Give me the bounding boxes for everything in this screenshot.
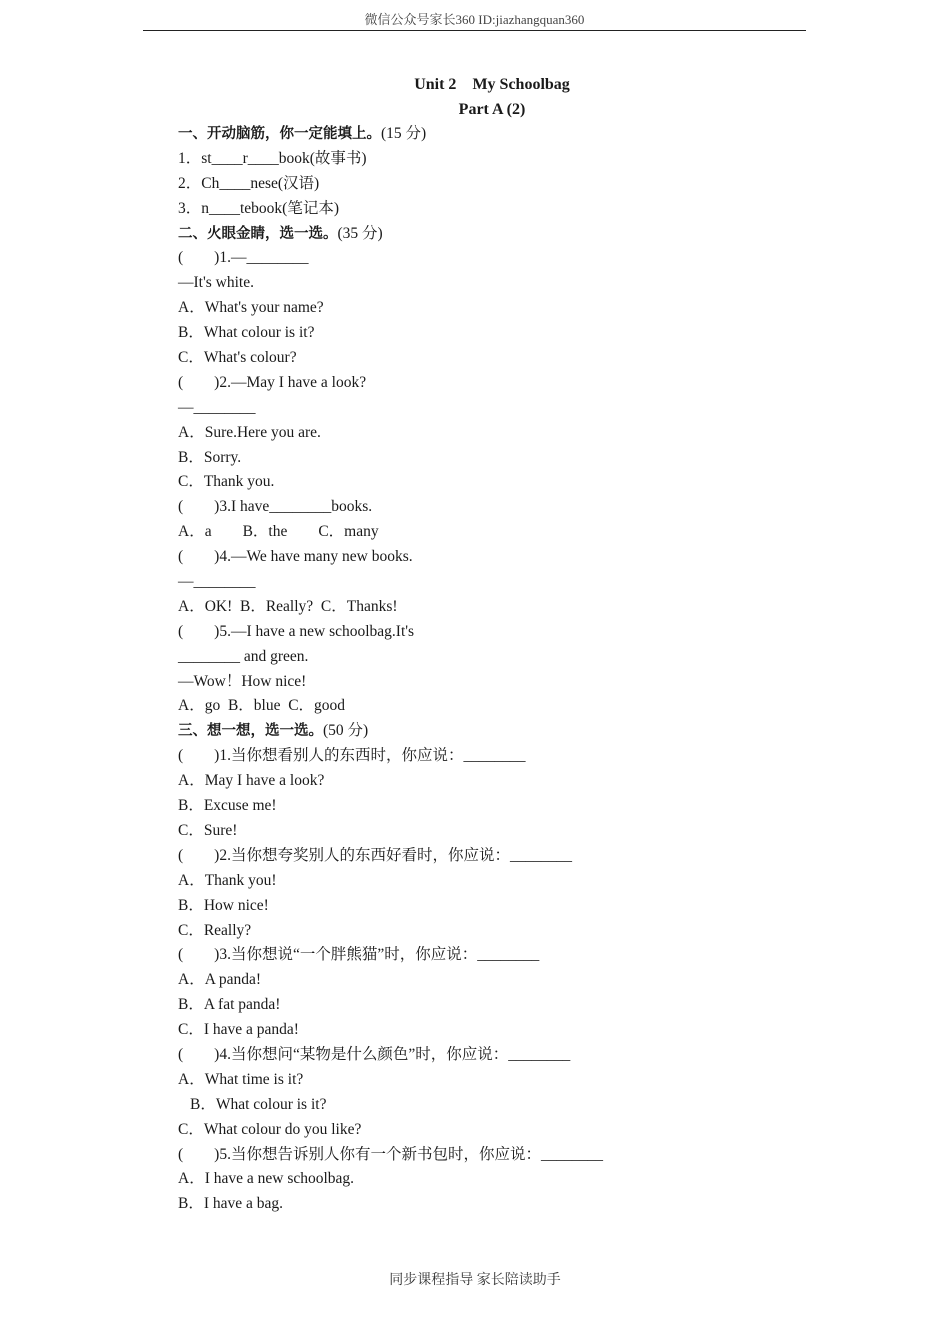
answer-line: —It's white.	[178, 274, 254, 292]
section-points: (15 分)	[381, 125, 427, 142]
question-line: ( )4.—We have many new books.	[178, 548, 413, 566]
answer-line: —________	[178, 573, 256, 591]
unit-title	[178, 72, 806, 97]
page-header	[143, 10, 806, 31]
section-heading-text: 一、开动脑筋，你一定能填上。	[178, 126, 381, 142]
option-line: A．Thank you!	[178, 871, 277, 889]
option-line: A．May I have a look?	[178, 772, 325, 790]
answer-line: —Wow！How nice!	[178, 672, 307, 690]
option-line: A．A panda!	[178, 971, 262, 989]
option-line: B．What colour is it?	[190, 1095, 327, 1113]
question-line: ( )5.—I have a new schoolbag.It's	[178, 622, 415, 640]
option-line: B．Excuse me!	[178, 797, 277, 815]
section-heading	[178, 719, 818, 744]
option-line: C．Sure!	[178, 821, 238, 839]
option-line: B．A fat panda!	[178, 996, 281, 1014]
question-line: ( )5.当你想告诉别人你有一个新书包时，你应说：________	[178, 1145, 603, 1163]
option-line: B．Sorry.	[178, 448, 242, 466]
option-line: A．What's your name?	[178, 299, 324, 317]
question-line: 1．st____r____book(故事书)	[178, 149, 367, 167]
option-line: A．I have a new schoolbag.	[178, 1170, 355, 1188]
question-line: 2．Ch____nese(汉语)	[178, 174, 320, 192]
question-line: ( )3.I have________books.	[178, 498, 373, 516]
worksheet-body	[178, 72, 818, 1217]
option-line: C．Really?	[178, 921, 252, 939]
option-line: A．go B．blue C．good	[178, 697, 346, 715]
answer-line: —________	[178, 398, 256, 416]
question-line: ( )1.—________	[178, 249, 309, 267]
option-line: B．How nice!	[178, 896, 269, 914]
question-line: ( )4.当你想问“某物是什么颜色”时，你应说：________	[178, 1045, 571, 1063]
part-title: Part A (2)	[458, 101, 526, 118]
question-line: 3．n____tebook(笔记本)	[178, 199, 340, 217]
question-line: ________ and green.	[178, 647, 309, 665]
header-text: 微信公众号家长360 ID:jiazhangquan360	[364, 12, 585, 27]
option-line: B．What colour is it?	[178, 324, 315, 342]
option-line: C．What's colour?	[178, 349, 297, 367]
option-line: C．What colour do you like?	[178, 1120, 362, 1138]
section-points: (50 分)	[323, 722, 369, 740]
unit-name: My Schoolbag	[472, 76, 570, 93]
question-line: ( )2.—May I have a look?	[178, 373, 367, 391]
question-line: ( )1.当你想看别人的东西时，你应说：________	[178, 747, 526, 765]
section-heading	[178, 222, 818, 247]
question-line: ( )3.当你想说“一个胖熊猫”时，你应说：________	[178, 946, 540, 964]
question-line: ( )2.当你想夸奖别人的东西好看时，你应说：________	[178, 846, 572, 864]
section-heading-text: 二、火眼金睛，选一选。	[178, 225, 338, 242]
section-heading	[178, 122, 818, 147]
section-heading-text: 三、想一想，选一选。	[178, 723, 323, 740]
section-points: (35 分)	[337, 224, 383, 242]
option-line: C．Thank you.	[178, 473, 275, 491]
option-line: A．What time is it?	[178, 1070, 304, 1088]
option-line: C．I have a panda!	[178, 1021, 299, 1039]
option-line: B．I have a bag.	[178, 1195, 284, 1213]
footer-text: 同步课程指导 家长陪读助手	[389, 1273, 561, 1288]
option-line: A．a B．the C．many	[178, 523, 379, 541]
option-line: A．Sure.Here you are.	[178, 423, 321, 441]
unit-number: Unit 2	[414, 76, 457, 93]
page-footer	[0, 1271, 950, 1291]
option-line: A．OK! B．Really? C．Thanks!	[178, 597, 398, 615]
